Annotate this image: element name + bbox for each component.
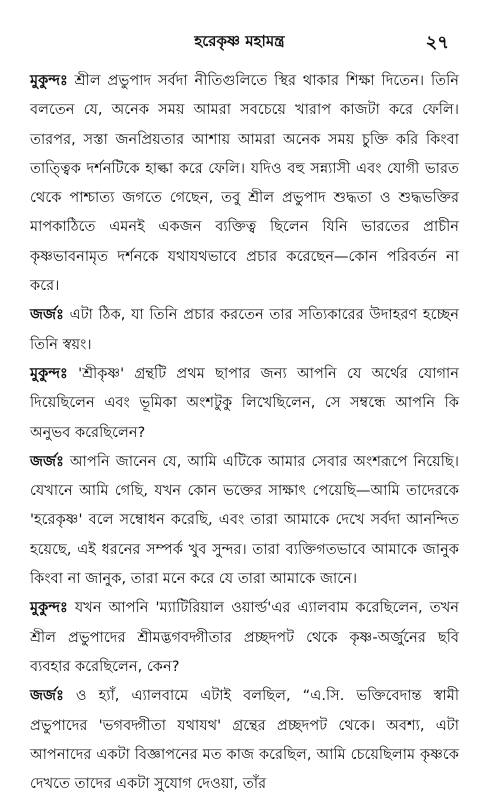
page-number: ২৭ [425, 32, 449, 53]
paragraph-text: ও হ্যাঁ, এ্যালবামে এটাই বলছিল, “এ.সি. ভক্তিবেদান্ত স্বামী প্রভুপাদের 'ভগবদ্গীতা যথাযথ' গ্রন্থের প্রচ্ছদপট থেকে। অবশ্য, এটা আপনাদের একটা বিজ্ঞাপনের মত কাজ করেছিল, আমি চেয়েছিলাম কৃষ্ণকে দেখতে তাদের একটা সুযোগ দেওয়া, তাঁর [30, 687, 459, 793]
dialogue-paragraph [30, 593, 459, 681]
dialogue-paragraph [30, 681, 459, 798]
dialogue-paragraph [30, 300, 459, 359]
speaker-label: জর্জঃ [30, 687, 64, 705]
body-text [30, 66, 459, 798]
speaker-label: মুকুন্দঃ [30, 599, 68, 617]
speaker-label: জর্জঃ [30, 306, 64, 324]
running-title: হরেকৃষ্ণ মহামন্ত্র [194, 32, 285, 50]
running-head [30, 30, 449, 56]
speaker-label: মুকুন্দঃ [30, 364, 68, 382]
dialogue-paragraph [30, 66, 459, 300]
paragraph-text: যখন আপনি 'ম্যাটিরিয়াল ওয়ার্ল্ড'এর এ্যালবাম করেছিলেন, তখন শ্রীল প্রভুপাদের শ্রীমদ্ভগবদ্গীতার প্রচ্ছদপট থেকে কৃষ্ণ-অর্জুনের ছবি ব্যবহার করেছিলেন, কেন? [30, 599, 459, 675]
paragraph-text: আপনি জানেন যে, আমি এটিকে আমার সেবার অংশরূপে নিয়েছি। যেখানে আমি গেছি, যখন কোন ভক্তের সাক্ষাৎ পেয়েছি—আমি তাদেরকে 'হরেকৃষ্ণ' বলে সম্বোধন করেছি, এবং তারা আমাকে দেখে সর্বদা আনন্দিত হয়েছে, এই ধরনের সম্পর্ক খুব সুন্দর। তারা ব্যক্তিগতভাবে আমাকে জানুক কিংবা না জানুক, তারা মনে করে যে তারা আমাকে জানে। [30, 452, 459, 588]
speaker-label: জর্জঃ [30, 452, 64, 470]
speaker-label: মুকুন্দঃ [30, 72, 68, 89]
paragraph-text: এটা ঠিক, যা তিনি প্রচার করতেন তার সত্যিকারের উদাহরণ হচ্ছেন তিনি স্বয়ং। [30, 306, 459, 353]
dialogue-paragraph [30, 359, 459, 447]
paragraph-text: শ্রীল প্রভুপাদ সর্বদা নীতিগুলিতে স্থির থাকার শিক্ষা দিতেন। তিনি বলতেন যে, অনেক সময় আমরা সবচেয়ে খারাপ কাজটা করে ফেলি। তারপর, সস্তা জনপ্রিয়তার আশায় আমরা অনেক সময় চুক্তি করি কিংবা তাত্ত্বিক দর্শনটিকে হাল্কা করে ফেলি। যদিও বহু সন্ন্যাসী এবং যোগী ভারত থেকে পাশ্চাত্য জগতে গেছেন, তবু শ্রীল প্রভুপাদ শুদ্ধতা ও শুদ্ধভক্তির মাপকাঠিতে এমনই একজন ব্যক্তিত্ব ছিলেন যিনি ভারতের প্রাচীন কৃষ্ণভাবনামৃত দর্শনকে যথাযথভাবে প্রচার করেছেন—কোন পরিবর্তন না করে। [30, 72, 459, 295]
paragraph-text: 'শ্রীকৃষ্ণ' গ্রন্থটি প্রথম ছাপার জন্য আপনি যে অর্থের যোগান দিয়েছিলেন এবং ভূমিকা অংশটুকু লিখেছিলেন, সে সম্বন্ধে আপনি কি অনুভব করেছিলেন? [30, 364, 459, 441]
dialogue-paragraph [30, 447, 459, 593]
